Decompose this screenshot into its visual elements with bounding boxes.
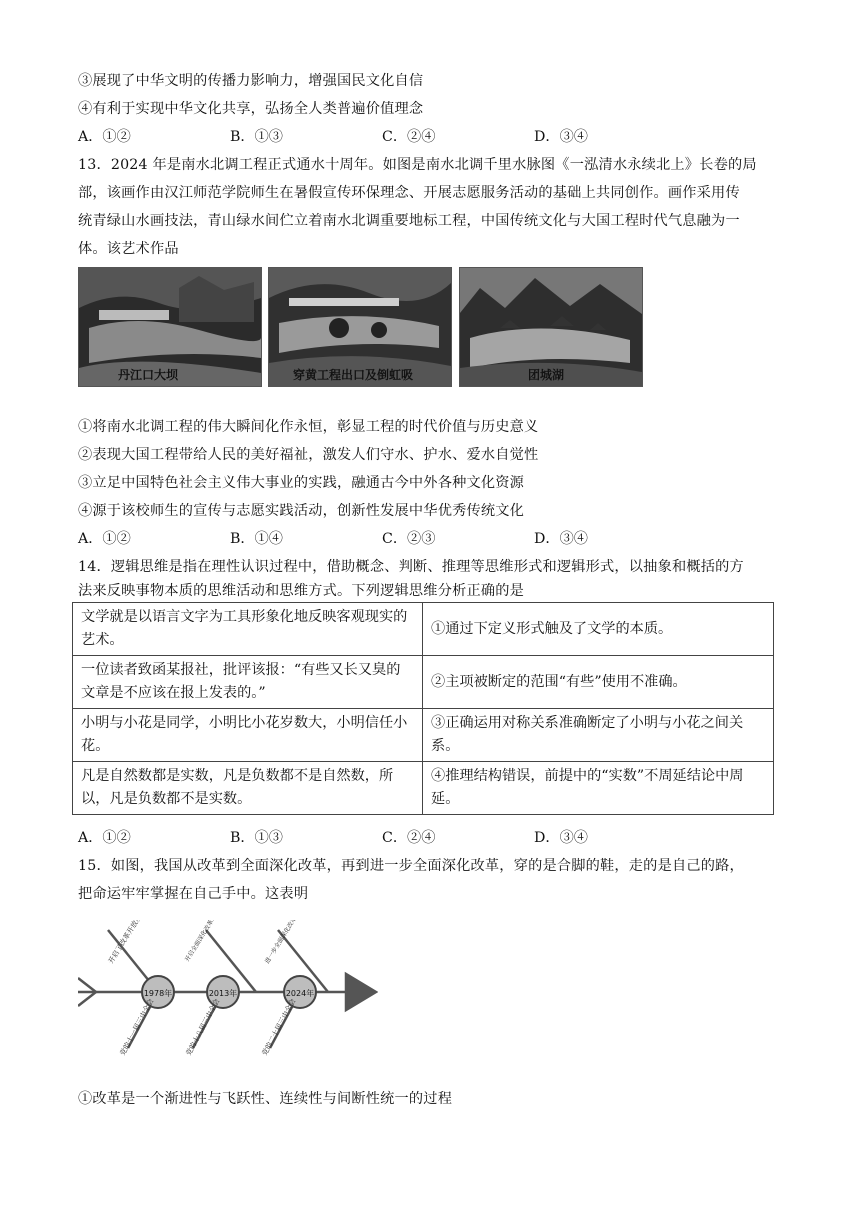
q14-choices	[78, 827, 778, 847]
table-row	[73, 762, 774, 815]
caption-danjiangkou: 丹江口大坝	[118, 368, 179, 382]
q15-stem-line-2: 把命运牢牢掌握在自己手中。这表明	[78, 886, 309, 902]
table-cell-analysis: ④推理结构错误，前提中的“实数”不周延结论中周延。	[423, 762, 774, 815]
q13-statement-2: ②表现大国工程带给人民的美好福祉，激发人们守水、护水、爱水自觉性	[78, 447, 539, 463]
q13-choice-c[interactable]: C．②③	[382, 531, 436, 547]
table-row	[73, 709, 774, 762]
q13-stem-line-3: 统青绿山水画技法，青山绿水间伫立着南水北调重要地标工程，中国传统文化与大国工程时代气息融为一	[78, 213, 740, 229]
caption-chuanhuang: 穿黄工程出口及倒虹吸	[293, 368, 414, 382]
q12-choice-b[interactable]: B．①③	[230, 129, 283, 145]
q12-choice-c[interactable]: C．②④	[382, 129, 436, 145]
table-cell-analysis: ①通过下定义形式触及了文学的本质。	[423, 603, 774, 656]
q13-stem-line-2: 部，该画作由汉江师范学院师生在暑假宣传环保理念、开展志愿服务活动的基础上共同创作。画作采用传	[78, 185, 740, 201]
q12-choice-d[interactable]: D．③④	[534, 129, 588, 145]
caption-tuanchenghu: 团城湖	[528, 368, 565, 382]
table-cell-example: 小明与小花是同学，小明比小花岁数大，小明信任小花。	[73, 709, 423, 762]
arrow-head-icon	[346, 974, 376, 1010]
node-label: 2013年	[208, 989, 238, 998]
table-cell-example: 凡是自然数都是实数，凡是负数都不是自然数，所以，凡是负数都不是实数。	[73, 762, 423, 815]
q14-choice-c[interactable]: C．②④	[382, 830, 436, 846]
q13-stem-line-4: 体。该艺术作品	[78, 241, 179, 257]
q13-statement-1: ①将南水北调工程的伟大瞬间化作永恒，彰显工程的时代价值与历史意义	[78, 419, 539, 435]
logic-analysis-table	[72, 602, 774, 815]
table-cell-analysis: ③正确运用对称关系准确断定了小明与小花之间关系。	[423, 709, 774, 762]
table-row	[73, 656, 774, 709]
q13-choice-d[interactable]: D．③④	[534, 531, 588, 547]
q14-choice-b[interactable]: B．①③	[230, 830, 283, 846]
upper-label: 开启了改革开放历史新时期	[106, 920, 159, 966]
table-cell-example: 一位读者致函某报社，批评该报：“有些又长又臭的文章是不应该在报上发表的。”	[73, 656, 423, 709]
q15-statement-1: ①改革是一个渐进性与飞跃性、连续性与间断性统一的过程	[78, 1091, 453, 1107]
q12-choice-a[interactable]: A．①②	[78, 129, 131, 145]
q13-stem-line-1: 13．2024 年是南水北调工程正式通水十周年。如图是南水北调千里水脉图《一泓清水永续北上》长卷的局	[78, 157, 757, 173]
q15-stem-line-1: 15．如图，我国从改革到全面深化改革，再到进一步全面深化改革，穿的是合脚的鞋，走的是自己的路，	[78, 858, 744, 874]
q12-option-4: ④有利于实现中华文化共享，弘扬全人类普遍价值理念	[78, 101, 424, 117]
q14-stem-line-1: 14．逻辑思维是指在理性认识过程中，借助概念、判断、推理等思维形式和逻辑形式，以抽象和概括的方	[78, 559, 744, 575]
upper-label	[263, 920, 324, 965]
lower-label: 党的十八届三中全会	[184, 997, 222, 1057]
q14-choice-a[interactable]: A．①②	[78, 830, 131, 846]
q14-stem-line-2: 法来反映事物本质的思维活动和思维方式。下列逻辑思维分析正确的是	[78, 583, 525, 599]
q13-statement-3: ③立足中国特色社会主义伟大事业的实践，融通古今中外各种文化资源	[78, 475, 525, 491]
table-cell-analysis: ②主项被断定的范围“有些”使用不准确。	[423, 656, 774, 709]
lower-label: 党的十一届三中全会	[118, 997, 156, 1057]
q13-choices	[78, 528, 778, 548]
q12-choices	[78, 126, 778, 146]
reform-timeline-diagram	[78, 920, 378, 1060]
table-cell-example: 文学就是以语言文字为工具形象化地反映客观现实的艺术。	[73, 603, 423, 656]
q13-choice-b[interactable]: B．①④	[230, 531, 283, 547]
upper-label	[183, 920, 257, 963]
q12-option-3: ③展现了中华文明的传播力影响力，增强国民文化自信	[78, 73, 424, 89]
q14-choice-d[interactable]: D．③④	[534, 830, 588, 846]
q13-statement-4: ④源于该校师生的宣传与志愿实践活动，创新性发展中华优秀传统文化	[78, 503, 525, 519]
node-label: 2024年	[285, 989, 315, 998]
lower-label: 党的二十届三中全会	[260, 997, 298, 1057]
table-row	[73, 603, 774, 656]
q13-choice-a[interactable]: A．①②	[78, 531, 131, 547]
node-label: 1978年	[143, 989, 173, 998]
